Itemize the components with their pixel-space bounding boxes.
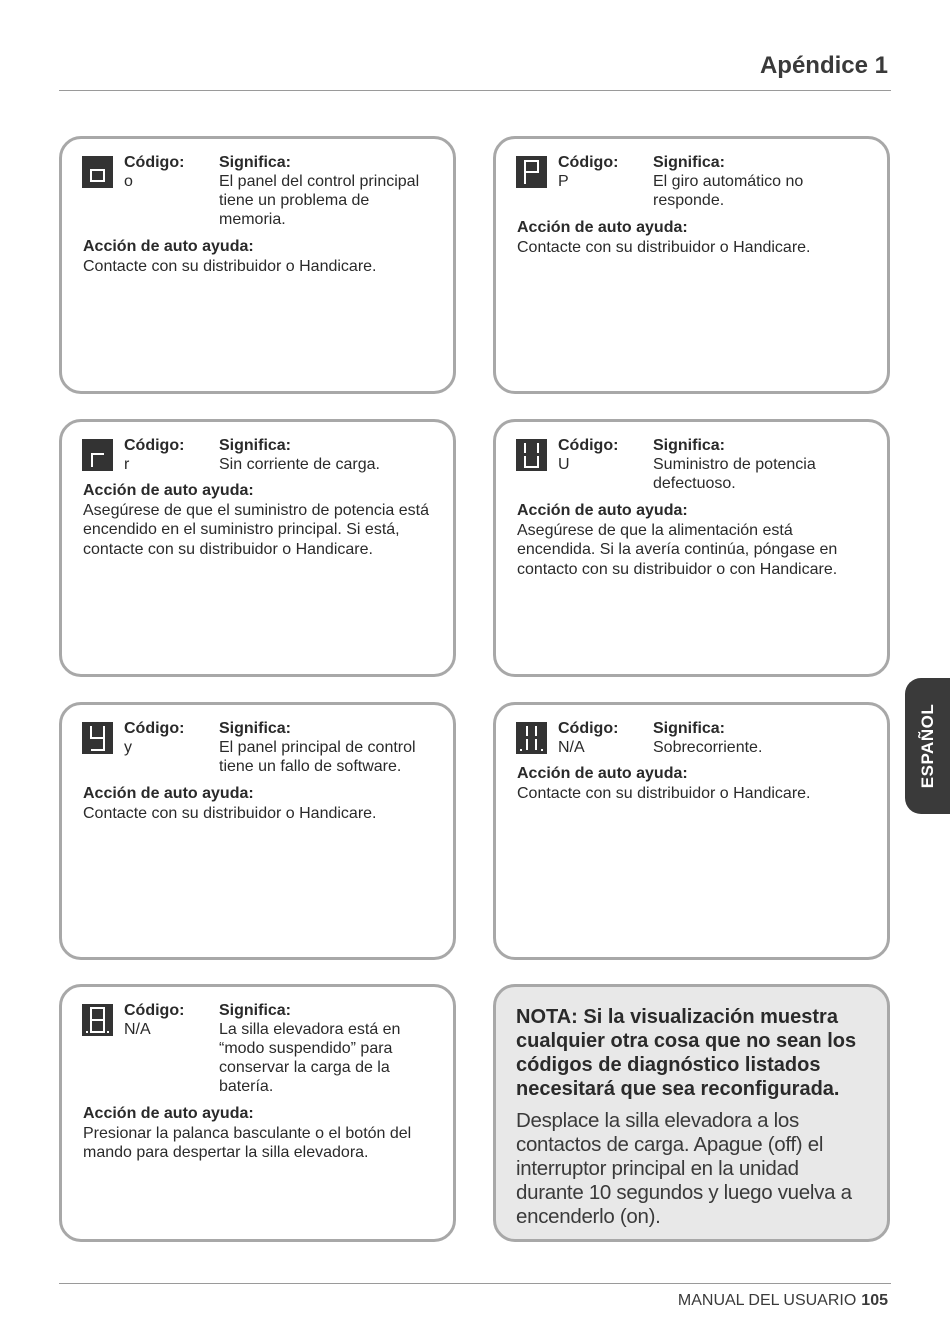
diagnostic-card-p	[493, 136, 890, 394]
manual-title: MANUAL DEL USUARIO	[677, 1292, 857, 1309]
action-text: Contacte con su distribuidor o Handicare.	[517, 238, 811, 256]
meaning-label: Significa:	[219, 437, 292, 454]
meaning-label: Significa:	[653, 437, 726, 454]
meaning-label: Significa:	[653, 154, 726, 171]
footer	[678, 1292, 888, 1310]
action-label: Acción de auto ayuda:	[83, 482, 254, 499]
diagnostic-card-8-dot	[59, 984, 456, 1242]
page-number: 105	[861, 1292, 888, 1309]
code-label: Código:	[124, 1002, 185, 1019]
code-value: r	[124, 456, 130, 473]
action-label: Acción de auto ayuda:	[83, 1105, 254, 1122]
seven-segment-8-dot-icon	[82, 1004, 113, 1036]
code-label: Código:	[558, 437, 619, 454]
code-value: N/A	[558, 739, 585, 756]
action-text: Asegúrese de que el suministro de potencia está encendido en el suministro principal. Si está, contacte con su distribuidor o Handicare.	[83, 501, 429, 558]
action-label: Acción de auto ayuda:	[517, 219, 688, 236]
action-text: Contacte con su distribuidor o Handicare.	[83, 804, 377, 822]
code-label: Código:	[558, 154, 619, 171]
action-label: Acción de auto ayuda:	[83, 785, 254, 802]
seven-segment-y-icon	[82, 722, 113, 754]
meaning-label: Significa:	[653, 720, 726, 737]
diagnostic-card-overcurrent	[493, 702, 890, 960]
meaning-text: Sobrecorriente.	[653, 739, 763, 756]
note-text: Desplace la silla elevadora a los contactos de carga. Apague (off) el interruptor principal en la unidad durante 10 segundos y luego vuelva a encenderlo (on).	[516, 1109, 852, 1228]
meaning-text: El giro automático no responde.	[653, 173, 804, 209]
meaning-text: Suministro de potencia defectuoso.	[653, 456, 816, 492]
meaning-label: Significa:	[219, 720, 292, 737]
footer-divider	[59, 1283, 891, 1284]
action-text: Asegúrese de que la alimentación está encendida. Si la avería continúa, póngase en contacto con su distribuidor o con Handicare.	[517, 521, 838, 578]
seven-segment-r-icon	[82, 439, 113, 471]
code-value: P	[558, 173, 569, 190]
meaning-text: La silla elevadora está en “modo suspendido” para conservar la carga de la batería.	[219, 1021, 401, 1095]
meaning-label: Significa:	[219, 154, 292, 171]
page-title: Apéndice 1	[759, 52, 888, 79]
action-label: Acción de auto ayuda:	[83, 238, 254, 255]
note-title: NOTA: Si la visualización muestra cualquier otra cosa que no sean los códigos de diagnóstico listados necesitará que sea reconfigurada.	[516, 1006, 857, 1100]
seven-segment-o-icon	[82, 156, 113, 188]
header-divider	[59, 90, 891, 91]
diagnostic-card-o	[59, 136, 456, 394]
language-tab	[905, 678, 950, 814]
diagnostic-card-u	[493, 419, 890, 677]
code-value: U	[558, 456, 570, 473]
code-value: o	[124, 173, 133, 190]
diagnostic-card-r	[59, 419, 456, 677]
meaning-label: Significa:	[219, 1002, 292, 1019]
language-tab-label: ESPAÑOL	[917, 703, 937, 789]
diagnostic-card-y	[59, 702, 456, 960]
action-label: Acción de auto ayuda:	[517, 502, 688, 519]
note-box	[493, 984, 890, 1242]
code-value: y	[124, 739, 132, 756]
code-label: Código:	[124, 437, 185, 454]
action-label: Acción de auto ayuda:	[517, 765, 688, 782]
code-label: Código:	[124, 720, 185, 737]
meaning-text: El panel principal de control tiene un fallo de software.	[219, 739, 416, 775]
action-text: Contacte con su distribuidor o Handicare.	[517, 784, 811, 802]
meaning-text: Sin corriente de carga.	[219, 456, 380, 473]
action-text: Presionar la palanca basculante o el botón del mando para despertar la silla elevadora.	[83, 1124, 412, 1161]
meaning-text: El panel del control principal tiene un problema de memoria.	[219, 173, 420, 228]
seven-segment-u-icon	[516, 439, 547, 471]
code-label: Código:	[124, 154, 185, 171]
seven-segment-p-icon	[516, 156, 547, 188]
seven-segment-overcurrent-icon	[516, 722, 547, 754]
action-text: Contacte con su distribuidor o Handicare.	[83, 257, 377, 275]
code-label: Código:	[558, 720, 619, 737]
code-value: N/A	[124, 1021, 151, 1038]
